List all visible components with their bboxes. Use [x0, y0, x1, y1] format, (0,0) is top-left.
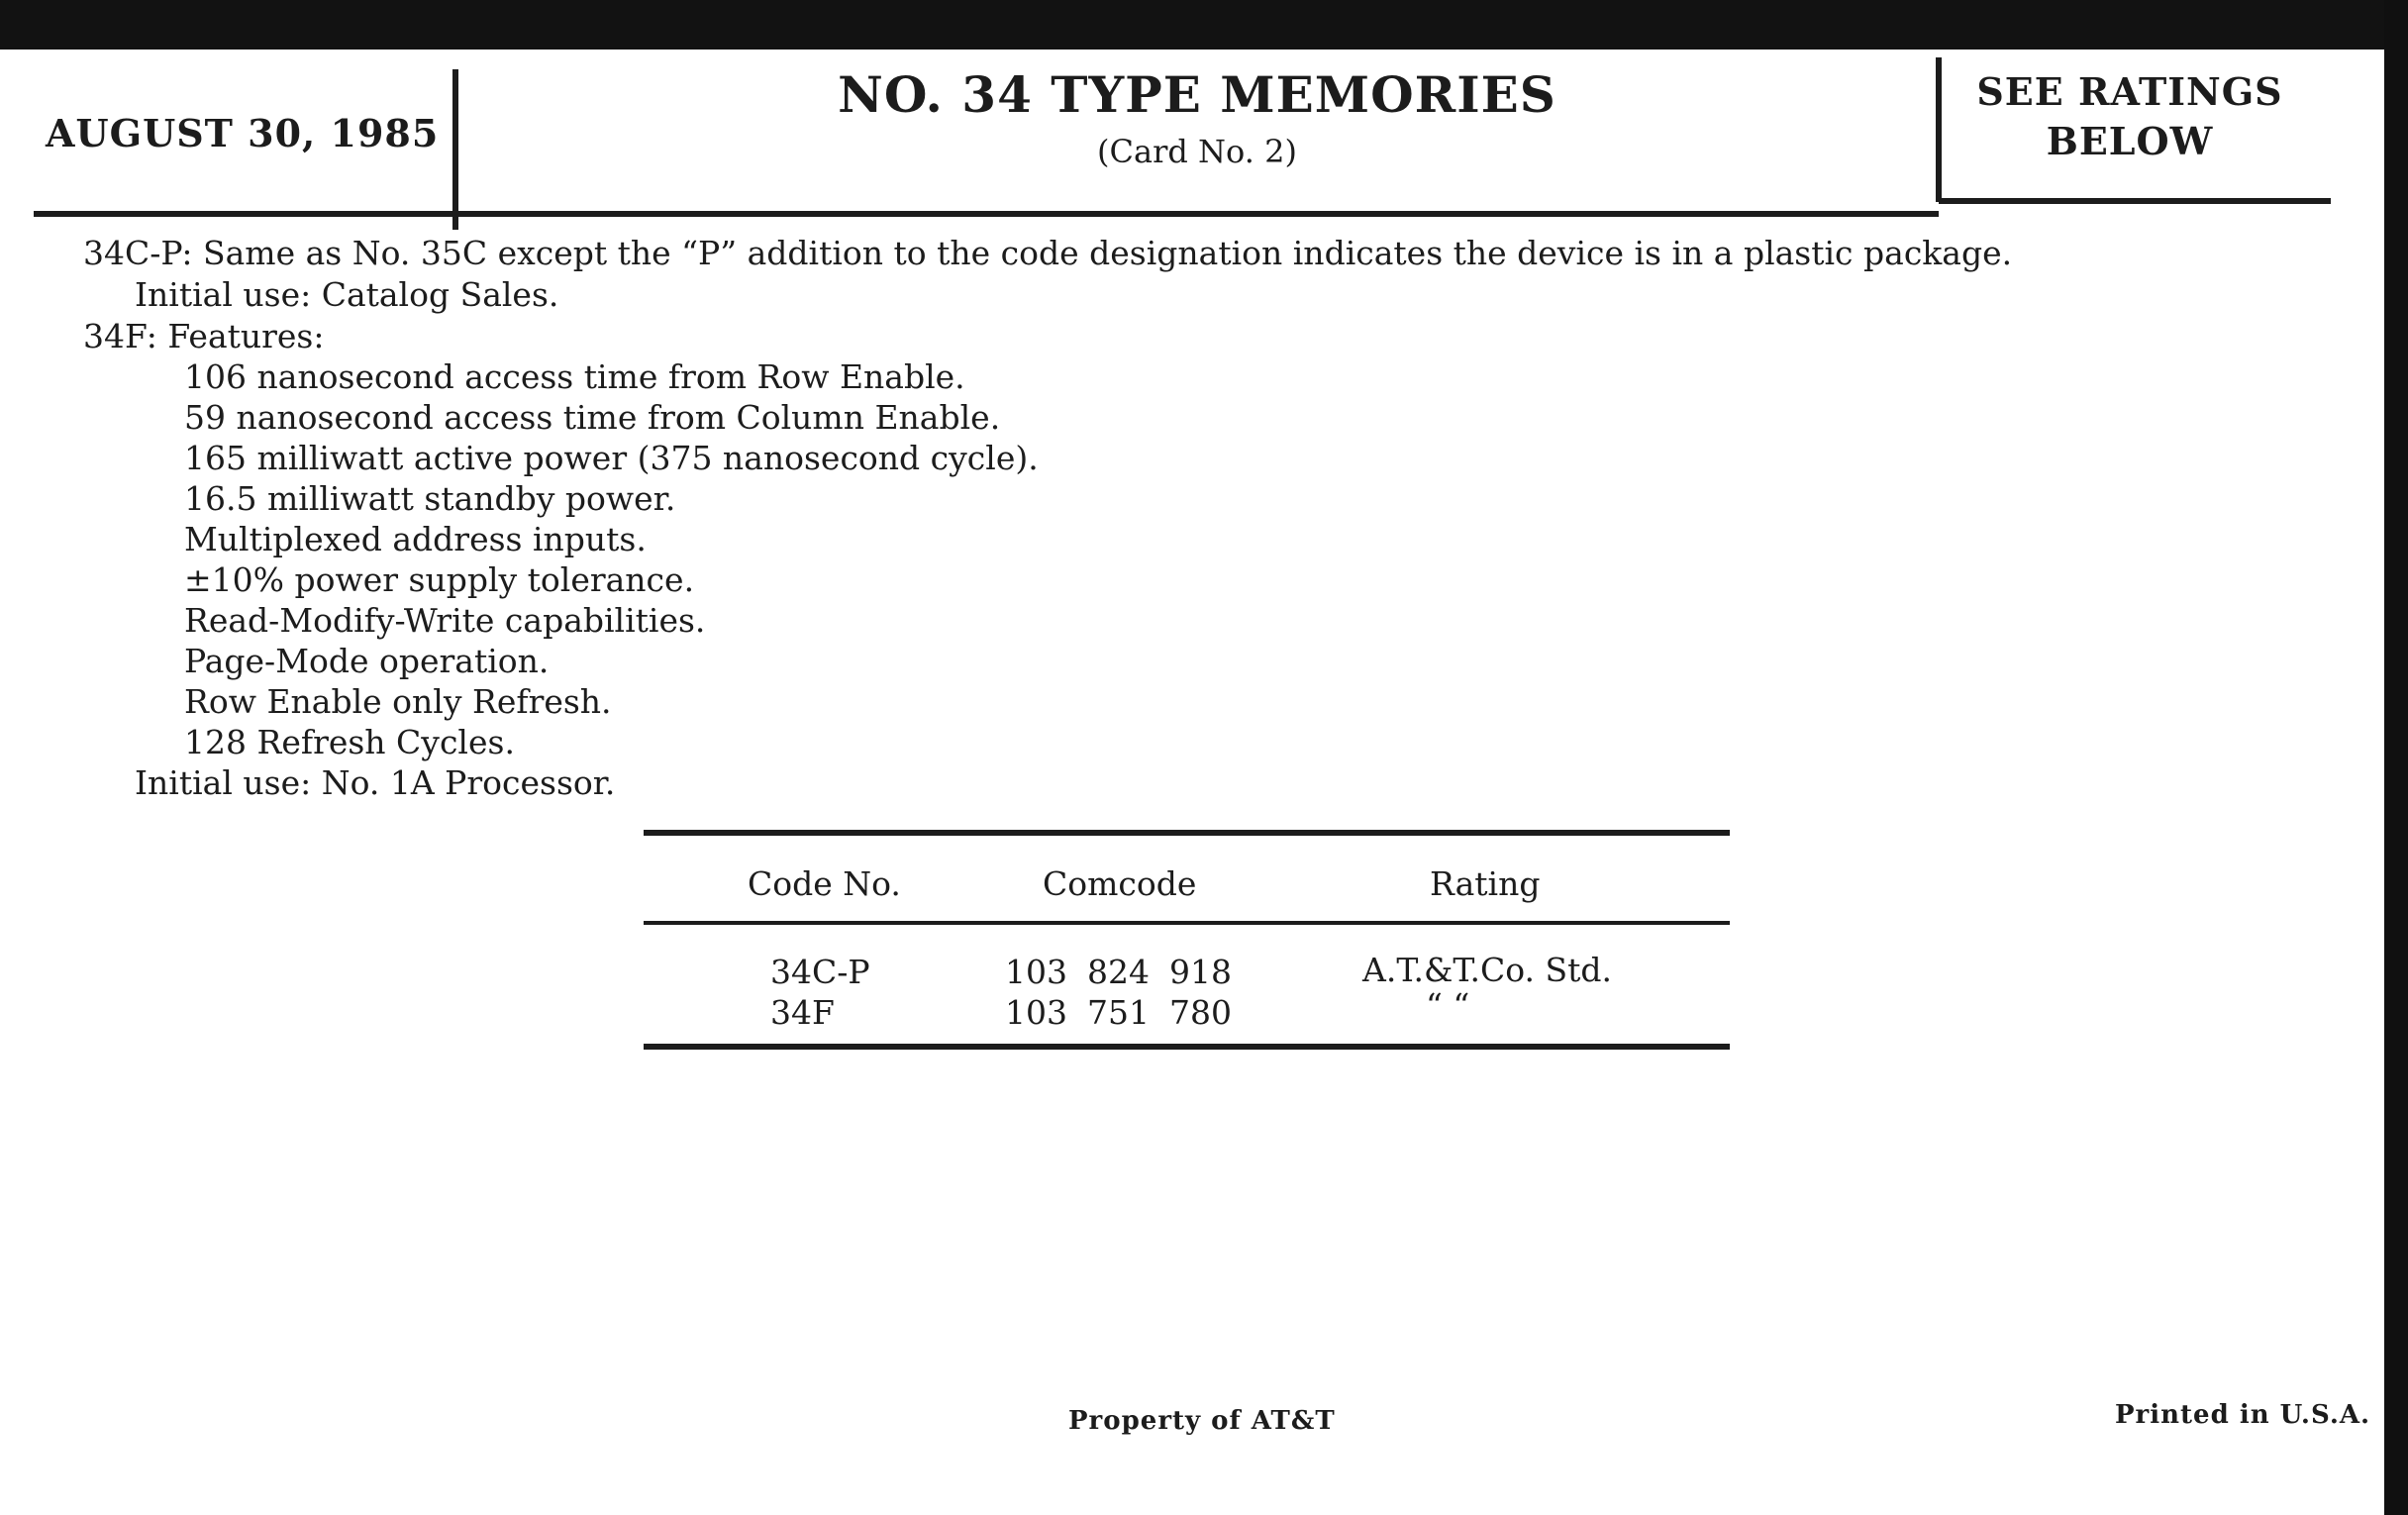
- table-header-comcode: Comcode: [1043, 864, 1197, 903]
- table-row-rating: “ “: [1426, 986, 1470, 1025]
- table-row-comcode-part: 103: [1005, 953, 1067, 991]
- ratings-note-line1: SEE RATINGS: [1976, 69, 2283, 114]
- feature-item: Page-Mode operation.: [184, 642, 550, 680]
- feature-item: ±10% power supply tolerance.: [184, 560, 695, 599]
- ratings-note-line2: BELOW: [2046, 119, 2214, 163]
- table-top-rule: [644, 830, 1730, 836]
- feature-item: Read-Modify-Write capabilities.: [184, 601, 706, 640]
- catalog-card: [0, 50, 2384, 1515]
- feature-item: 165 milliwatt active power (375 nanosecond cycle).: [184, 439, 1039, 477]
- feature-item: 59 nanosecond access time from Column Enable.: [184, 398, 1001, 437]
- feature-item: 106 nanosecond access time from Row Enable.: [184, 357, 965, 396]
- table-row-code: 34C-P: [770, 953, 870, 991]
- paragraph-34cp-use: Initial use: Catalog Sales.: [135, 275, 559, 314]
- scan-edge: [2384, 0, 2408, 1515]
- footer-property: Property of AT&T: [1068, 1406, 1336, 1436]
- feature-item: 128 Refresh Cycles.: [184, 723, 515, 761]
- paragraph-34f: 34F: Features:: [83, 317, 325, 355]
- paragraph-34f-use: Initial use: No. 1A Processor.: [135, 763, 616, 802]
- card-date: AUGUST 30, 1985: [46, 111, 440, 155]
- feature-item: Multiplexed address inputs.: [184, 520, 647, 558]
- card-title: NO. 34 TYPE MEMORIES: [838, 65, 1556, 124]
- card-subtitle: (Card No. 2): [1097, 133, 1297, 170]
- table-header-rule: [644, 921, 1730, 925]
- feature-item: Row Enable only Refresh.: [184, 682, 612, 721]
- footer-printed: Printed in U.S.A.: [2115, 1400, 2371, 1430]
- table-header-rating: Rating: [1430, 864, 1541, 903]
- header-rule: [34, 211, 1939, 217]
- table-row-code: 34F: [770, 993, 835, 1032]
- table-row-comcode-part: 780: [1169, 993, 1232, 1032]
- table-bottom-rule: [644, 1044, 1730, 1050]
- table-row-comcode-part: 918: [1169, 953, 1232, 991]
- table-row-comcode-part: 824: [1087, 953, 1150, 991]
- header-rule-right: [1939, 198, 2331, 204]
- feature-item: 16.5 milliwatt standby power.: [184, 479, 676, 518]
- table-header-code: Code No.: [748, 864, 901, 903]
- table-row-comcode-part: 751: [1087, 993, 1150, 1032]
- ratings-note: [1942, 67, 2318, 166]
- table-row-rating: A.T.&T.Co. Std.: [1362, 951, 1612, 989]
- table-row-comcode-part: 103: [1005, 993, 1067, 1032]
- paragraph-34cp: 34C-P: Same as No. 35C except the “P” addition to the code designation indicates the device is in a plastic package.: [83, 234, 2013, 272]
